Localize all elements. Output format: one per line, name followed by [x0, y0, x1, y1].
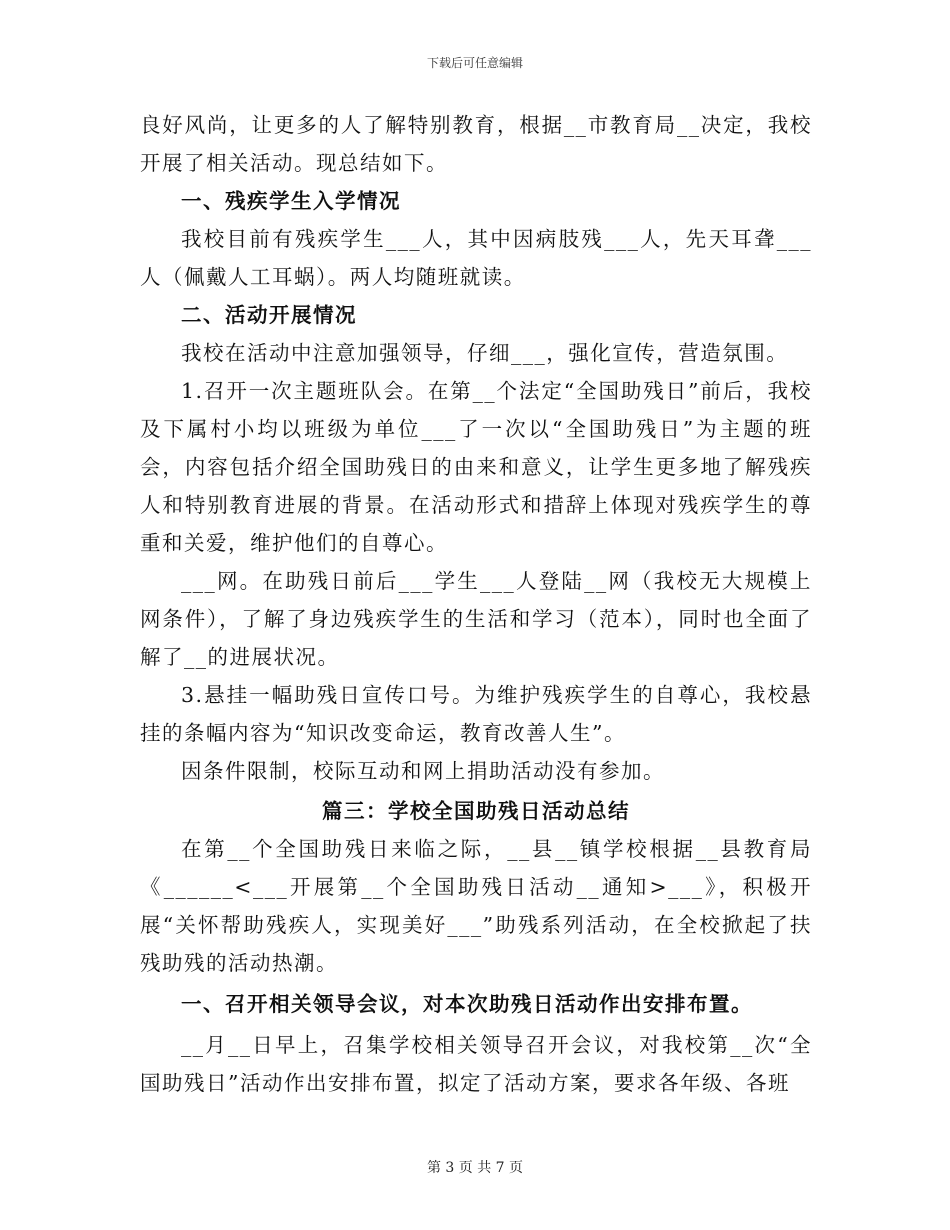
- section-heading: 一、召开相关领导会议，对本次助残日活动作出安排布置。: [181, 992, 753, 1016]
- section-heading: 二、活动开展情况: [181, 303, 357, 327]
- article-title: 篇三：学校全国助残日活动总结: [322, 799, 630, 823]
- paragraph: 1.召开一次主题班队会。在第__个法定“全国助残日”前后，我校及下属村小均以班级为单位___了一次以“全国助残日”为主题的班会，内容包括介绍全国助残日的由来和意义，让学生更多地了解残疾人和特别教育进展的背景。在活动形式和措辞上体现对残疾学生的尊重和关爱，维护他们的自尊心。: [140, 379, 812, 555]
- page-footer: 第 3 页 共 7 页: [426, 1160, 524, 1176]
- paragraph: 因条件限制，校际互动和网上捐助活动没有参加。: [181, 759, 665, 783]
- page-header: 下载后可任意编辑: [426, 56, 523, 70]
- section-heading: 一、残疾学生入学情况: [181, 189, 401, 213]
- paragraph: ___网。在助残日前后___学生___人登陆__网（我校无大规模上网条件），了解了身边残疾学生的生活和学习（范本），同时也全面了解了__的进展状况。: [140, 569, 812, 669]
- paragraph: 良好风尚，让更多的人了解特别教育，根据__市教育局__决定，我校开展了相关活动。现总结如下。: [140, 113, 812, 175]
- paragraph: 3.悬挂一幅助残日宣传口号。为维护残疾学生的自尊心，我校悬挂的条幅内容为“知识改变命运，教育改善人生”。: [140, 683, 812, 745]
- paragraph: __月__日早上，召集学校相关领导召开会议，对我校第__次“全国助残日”活动作出安排布置，拟定了活动方案，要求各年级、各班: [140, 1033, 812, 1095]
- paragraph: 在第__个全国助残日来临之际，__县__镇学校根据__县教育局《______<___开展第__个全国助残日活动__通知>___》，积极开展“关怀帮助残疾人，实现美好___”助残系列活动，在全校掀起了扶残助残的活动热潮。: [140, 837, 812, 975]
- document-body: [140, 106, 812, 1102]
- paragraph: 我校在活动中注意加强领导，仔细___，强化宣传，营造氛围。: [181, 341, 789, 365]
- paragraph: 我校目前有残疾学生___人，其中因病肢残___人，先天耳聋___人（佩戴人工耳蜗）。两人均随班就读。: [140, 227, 812, 289]
